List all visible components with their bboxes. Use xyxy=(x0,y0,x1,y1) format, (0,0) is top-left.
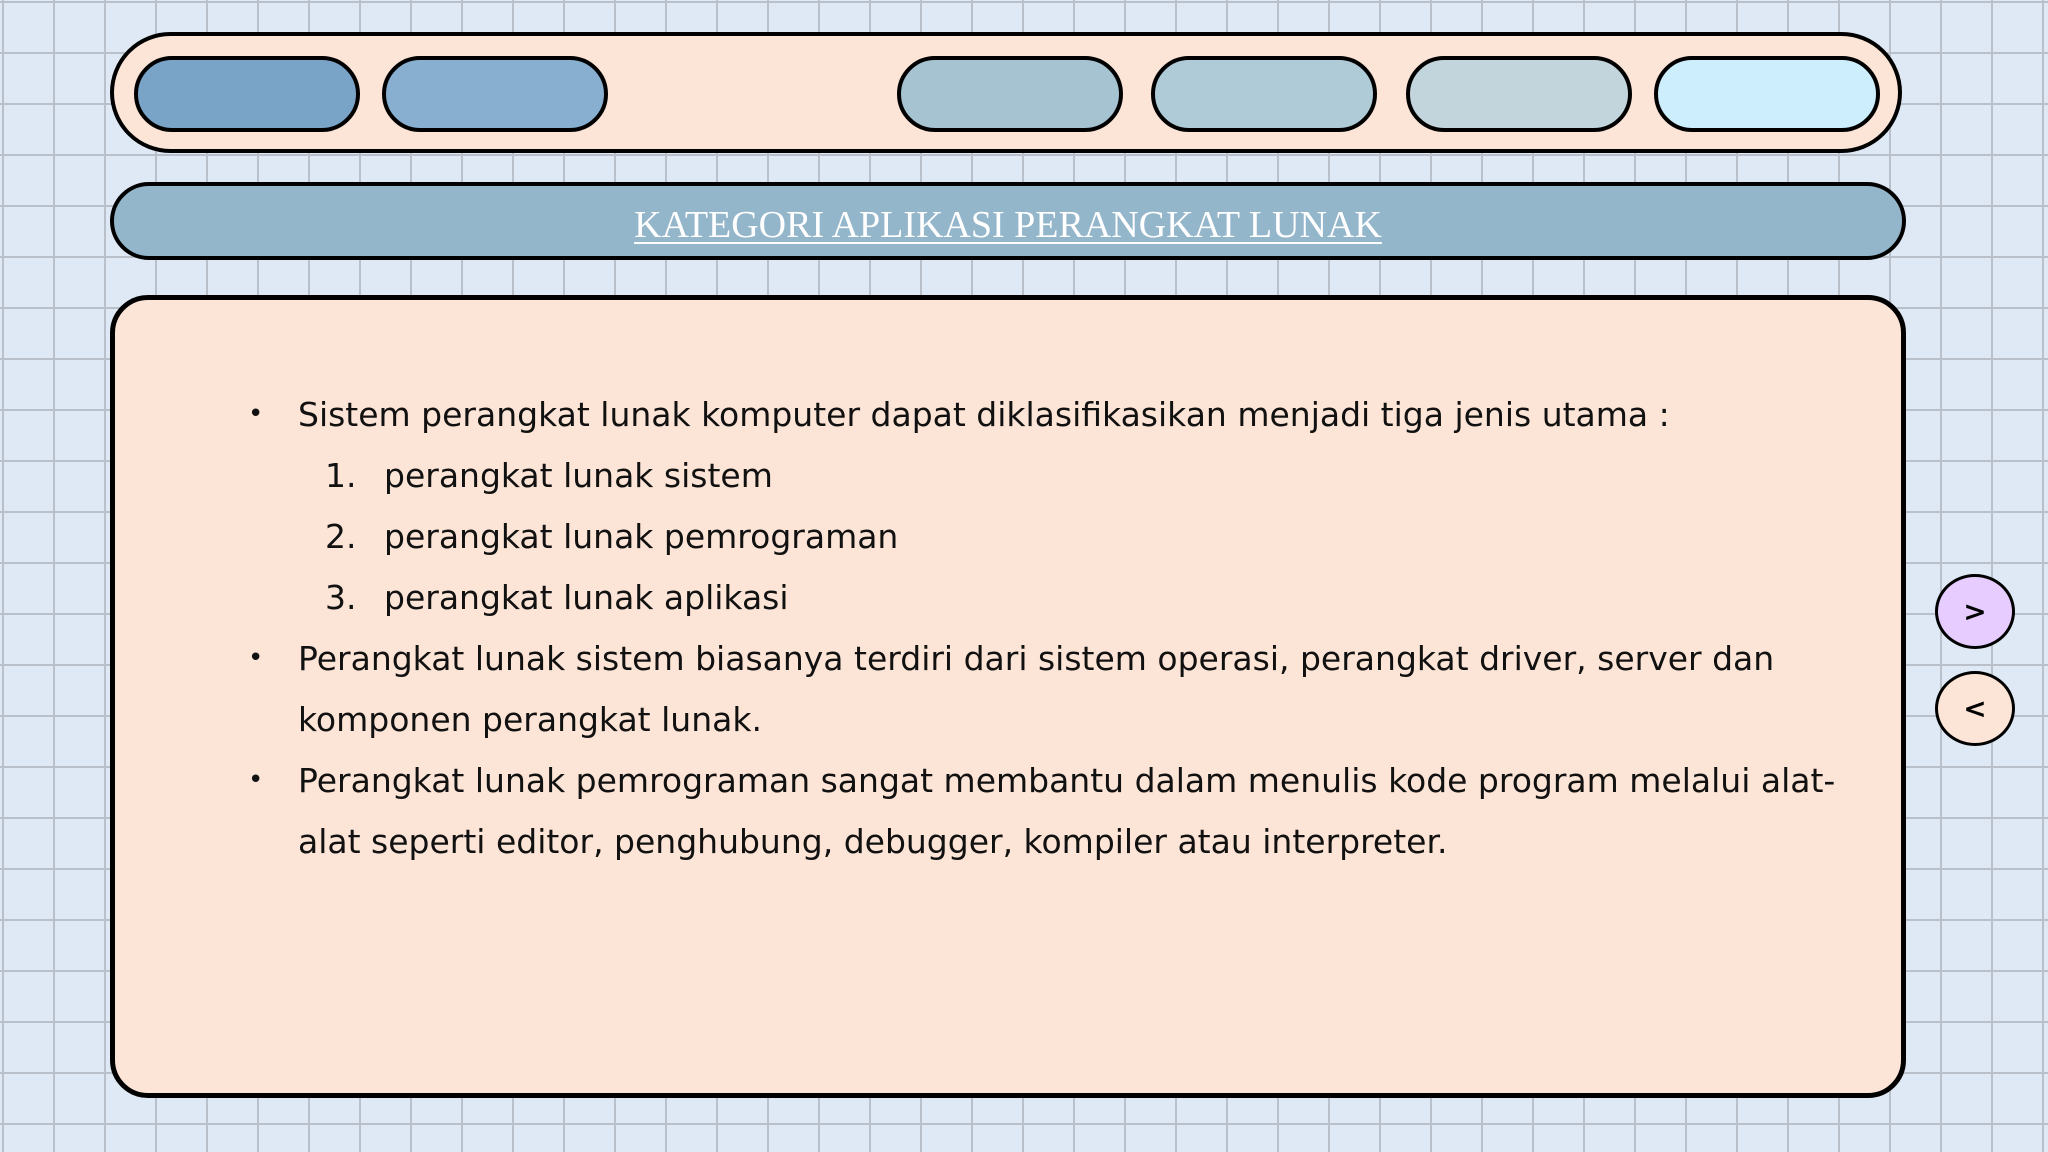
bullet-text: Perangkat lunak sistem biasanya terdiri dari sistem operasi, perangkat driver, server dan xyxy=(298,639,1775,678)
item-number: 3. xyxy=(325,578,357,617)
numbered-item xyxy=(250,567,1750,628)
nav-button-3[interactable] xyxy=(897,56,1123,132)
list-item-continuation xyxy=(250,811,1750,872)
title-banner xyxy=(110,182,1906,260)
item-text: perangkat lunak pemrograman xyxy=(384,517,899,556)
numbered-item xyxy=(250,506,1750,567)
page-title: KATEGORI APLIKASI PERANGKAT LUNAK xyxy=(634,204,1382,246)
bullet-text: alat seperti editor, penghubung, debugger, kompiler atau interpreter. xyxy=(298,822,1448,861)
nav-button-2[interactable] xyxy=(382,56,608,132)
item-number: 2. xyxy=(325,517,357,556)
content-card xyxy=(110,295,1906,1098)
bullet-icon: • xyxy=(248,765,264,795)
list-item xyxy=(248,750,1836,811)
top-nav-bar xyxy=(110,32,1902,153)
numbered-item xyxy=(250,445,1750,506)
nav-button-5[interactable] xyxy=(1406,56,1632,132)
nav-button-6[interactable] xyxy=(1654,56,1880,132)
item-number: 1. xyxy=(325,456,357,495)
bullet-text: Sistem perangkat lunak komputer dapat diklasifikasikan menjadi tiga jenis utama : xyxy=(298,395,1670,434)
item-text: perangkat lunak sistem xyxy=(384,456,773,495)
bullet-icon: • xyxy=(248,643,264,673)
bullet-text: Perangkat lunak pemrograman sangat membantu dalam menulis kode program melalui alat- xyxy=(298,761,1836,800)
list-item xyxy=(248,628,1775,689)
nav-button-1[interactable] xyxy=(134,56,360,132)
previous-button[interactable]: < xyxy=(1935,671,2015,746)
bullet-icon: • xyxy=(248,399,264,429)
next-button[interactable]: > xyxy=(1935,574,2015,649)
list-item xyxy=(250,384,1750,445)
nav-button-4[interactable] xyxy=(1151,56,1377,132)
content-list xyxy=(248,384,1836,872)
item-text: perangkat lunak aplikasi xyxy=(384,578,789,617)
bullet-text: komponen perangkat lunak. xyxy=(298,700,762,739)
list-item-continuation xyxy=(250,689,1750,750)
